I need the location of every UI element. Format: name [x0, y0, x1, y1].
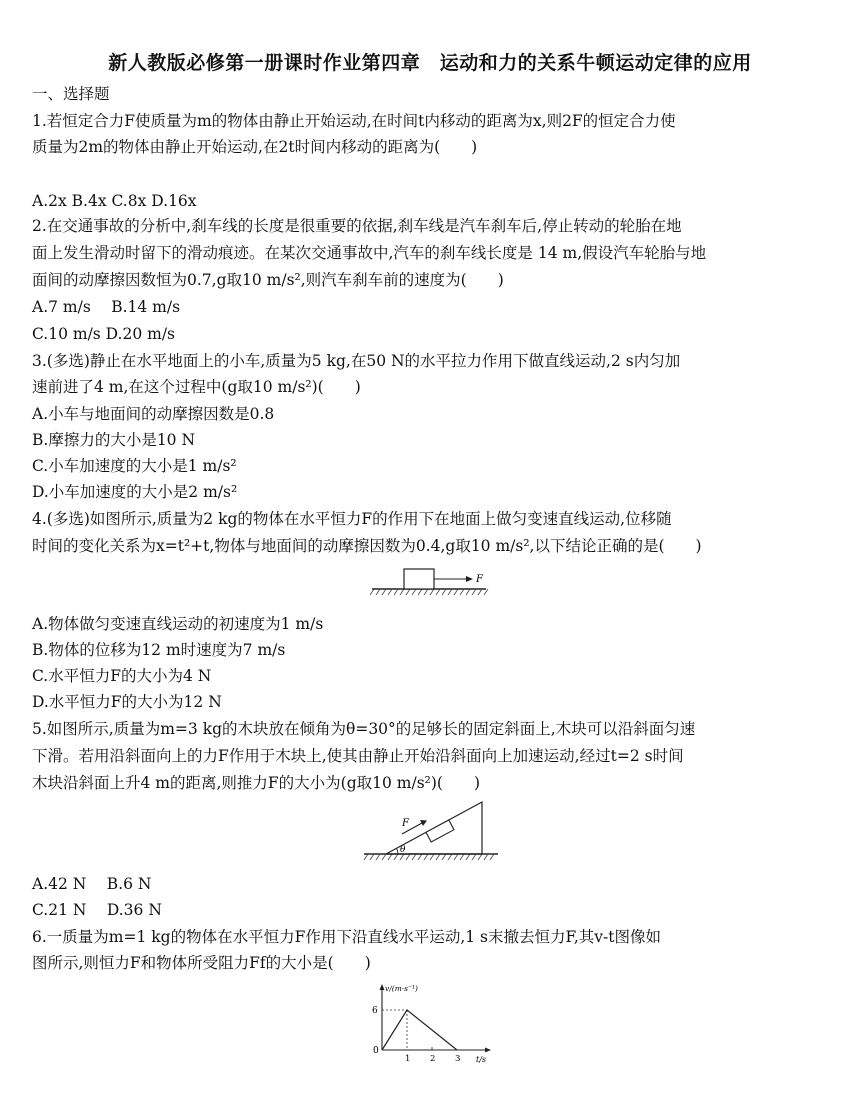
t-tick-3: 3 [455, 1054, 461, 1064]
t-tick-1: 1 [405, 1054, 411, 1064]
ground-hatch [370, 589, 488, 595]
q2-line-3: 面间的动摩擦因数恒为0.7,g取10 m/s²,则汽车刹车前的速度为( ) [32, 271, 504, 289]
force-arrowhead [466, 576, 473, 582]
q1-line-1: 1.若恒定合力F使质量为m的物体由静止开始运动,在时间t内移动的距离为x,则2F的恒定合力使 [32, 112, 676, 130]
block [404, 569, 434, 589]
q4-option-b: B.物体的位移为12 m时速度为7 m/s [32, 641, 286, 659]
origin-label: 0 [373, 1046, 379, 1056]
q5-line-2: 下滑。若用沿斜面向上的力F作用于木块上,使其由静止开始沿斜面向上加速运动,经过t=2 s时间 [32, 747, 684, 765]
t-axis-label: t/s [476, 1055, 487, 1064]
wooden-block [426, 820, 454, 842]
q3-option-b: B.摩擦力的大小是10 N [32, 431, 196, 449]
force-label: F [402, 818, 409, 829]
q4-block-figure [370, 565, 490, 601]
q5-line-3: 木块沿斜面上升4 m的距离,则推力F的大小为(g取10 m/s²)( ) [32, 774, 481, 792]
q4-option-c: C.水平恒力F的大小为4 N [32, 667, 212, 685]
q4-option-d: D.水平恒力F的大小为12 N [32, 693, 222, 711]
q4-option-a: A.物体做匀变速直线运动的初速度为1 m/s [32, 615, 324, 633]
q3-line-2: 速前进了4 m,在这个过程中(g取10 m/s²)( ) [32, 378, 361, 396]
q2-option-row-1: A.7 m/s B.14 m/s [32, 298, 181, 316]
section-heading: 一、选择题 [32, 85, 110, 103]
q1-line-2: 质量为2m的物体由静止开始运动,在2t时间内移动的距离为( ) [32, 138, 478, 156]
q2-line-2: 面上发生滑动时留下的滑动痕迹。在某次交通事故中,汽车的刹车线长度是 14 m,假设汽车轮胎与地 [32, 244, 707, 262]
q1-options: A.2x B.4x C.8x D.16x [32, 192, 197, 210]
q2-line-1: 2.在交通事故的分析中,刹车线的长度是很重要的依据,刹车线是汽车刹车后,停止转动的轮胎在地 [32, 217, 682, 235]
q6-line-1: 6.一质量为m=1 kg的物体在水平恒力F作用下沿直线水平运动,1 s末撤去恒力F,其v-t图像如 [32, 928, 661, 946]
vt-line [382, 1010, 457, 1050]
q5-option-row-1: A.42 N B.6 N [32, 875, 152, 893]
t-axis-arrowhead [485, 1048, 491, 1053]
q3-option-a: A.小车与地面间的动摩擦因数是0.8 [32, 405, 275, 423]
force-label: F [476, 574, 483, 585]
angle-label: θ [400, 845, 406, 855]
t-tick-2: 2 [430, 1054, 436, 1064]
angle-arc [397, 848, 399, 854]
q3-option-c: C.小车加速度的大小是1 m/s² [32, 457, 237, 475]
q5-incline-figure [362, 798, 502, 864]
ground-hatch [364, 854, 494, 860]
v-axis-label: v/(m·s⁻¹) [385, 984, 418, 993]
q5-option-row-2: C.21 N D.36 N [32, 901, 162, 919]
q5-line-1: 5.如图所示,质量为m=3 kg的木块放在倾角为θ=30°的足够长的固定斜面上,木块可以沿斜面匀速 [32, 720, 696, 738]
q3-line-1: 3.(多选)静止在水平地面上的小车,质量为5 kg,在50 N的水平拉力作用下做直线运动,2 s内匀加 [32, 352, 681, 370]
q4-line-2: 时间的变化关系为x=t²+t,物体与地面间的动摩擦因数为0.4,g取10 m/s²,以下结论正确的是( ) [32, 537, 702, 555]
q4-line-1: 4.(多选)如图所示,质量为2 kg的物体在水平恒力F的作用下在地面上做匀变速直线运动,位移随 [32, 510, 672, 528]
q3-option-d: D.小车加速度的大小是2 m/s² [32, 483, 238, 501]
v-tick-6: 6 [372, 1006, 378, 1016]
page-title: 新人教版必修第一册课时作业第四章 运动和力的关系牛顿运动定律的应用 [108, 52, 752, 74]
v-axis-arrowhead [380, 984, 385, 990]
q6-line-2: 图所示,则恒力F和物体所受阻力Ff的大小是( ) [32, 954, 371, 972]
q2-option-row-2: C.10 m/s D.20 m/s [32, 325, 176, 343]
q6-vt-graph [360, 980, 500, 1066]
